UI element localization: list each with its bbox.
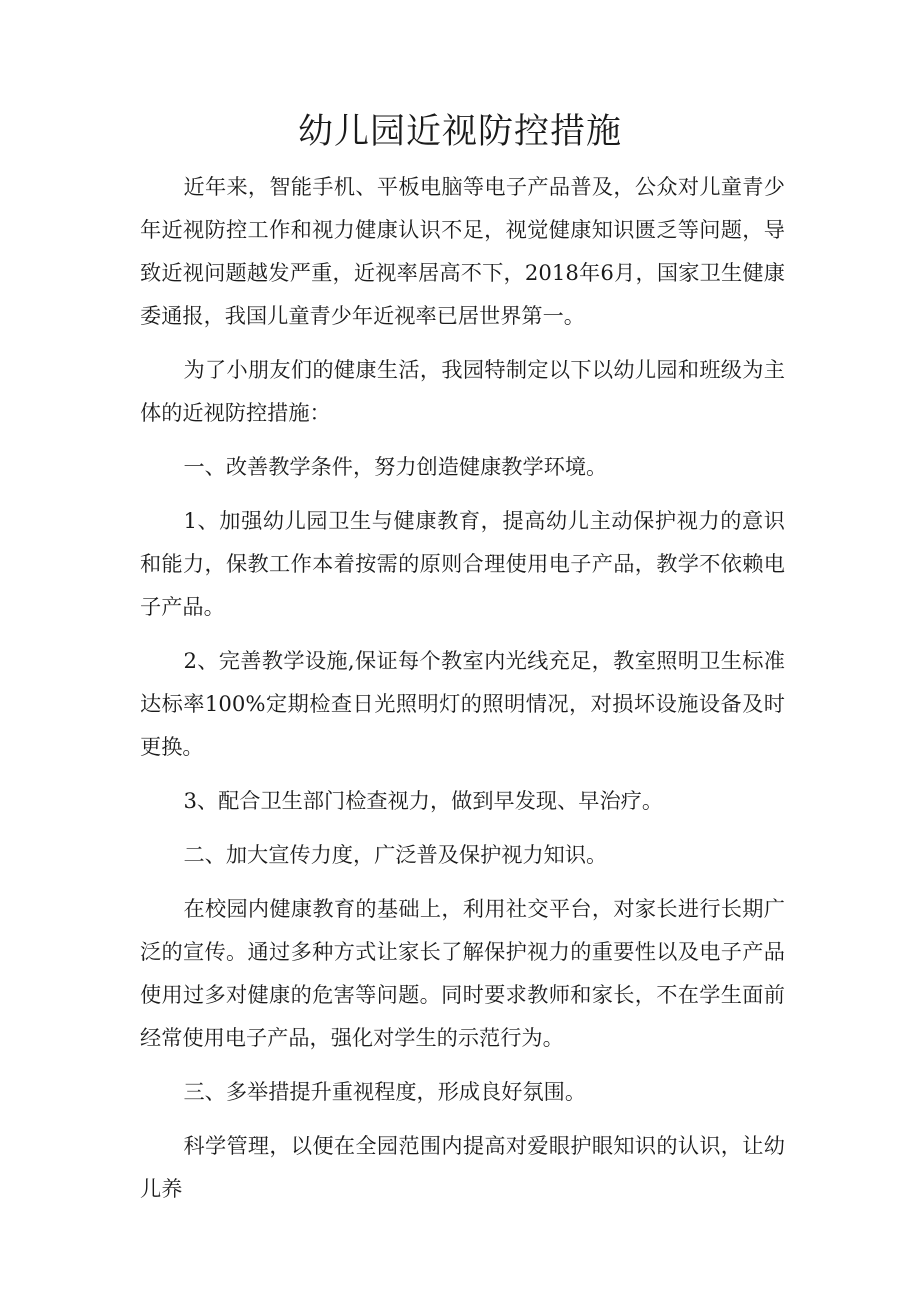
paragraph-item-1: 1、加强幼儿园卫生与健康教育，提高幼儿主动保护视力的意识和能力，保教工作本着按需的原则合理使用电子产品，教学不依赖电子产品。 [140,508,785,619]
paragraph-publicity: 在校园内健康教育的基础上，利用社交平台，对家长进行长期广泛的宣传。通过多种方式让家长了解保护视力的重要性以及电子产品使用过多对健康的危害等问题。同时要求教师和家长，不在学生面前经常使用电子产品，强化对学生的示范行为。 [140,896,785,1050]
section-heading-2: 二、加大宣传力度，广泛普及保护视力知识。 [183,842,608,867]
paragraph-purpose: 为了小朋友们的健康生活，我园特制定以下以幼儿园和班级为主体的近视防控措施： [140,357,785,425]
section-heading-3: 三、多举措提升重视程度，形成良好氛围。 [183,1079,587,1104]
section-heading-1: 一、改善教学条件，努力创造健康教学环境。 [183,454,608,479]
paragraph-intro: 近年来，智能手机、平板电脑等电子产品普及，公众对儿童青少年近视防控工作和视力健康认识不足，视觉健康知识匮乏等问题，导致近视问题越发严重，近视率居高不下，2018年6月，国家卫生健康委通报，我国儿童青少年近视率已居世界第一。 [140,174,785,328]
paragraph-management: 科学管理，以便在全园范围内提高对爱眼护眼知识的认识，让幼儿养 [140,1133,785,1201]
paragraph-item-2: 2、完善教学设施,保证每个教室内光线充足，教室照明卫生标准达标率100%定期检查日光照明灯的照明情况，对损坏设施设备及时更换。 [140,648,785,759]
document-title: 幼儿园近视防控措施 [297,112,622,152]
document-body [140,165,785,1221]
paragraph-item-3: 3、配合卫生部门检查视力，做到早发现、早治疗。 [183,788,664,813]
